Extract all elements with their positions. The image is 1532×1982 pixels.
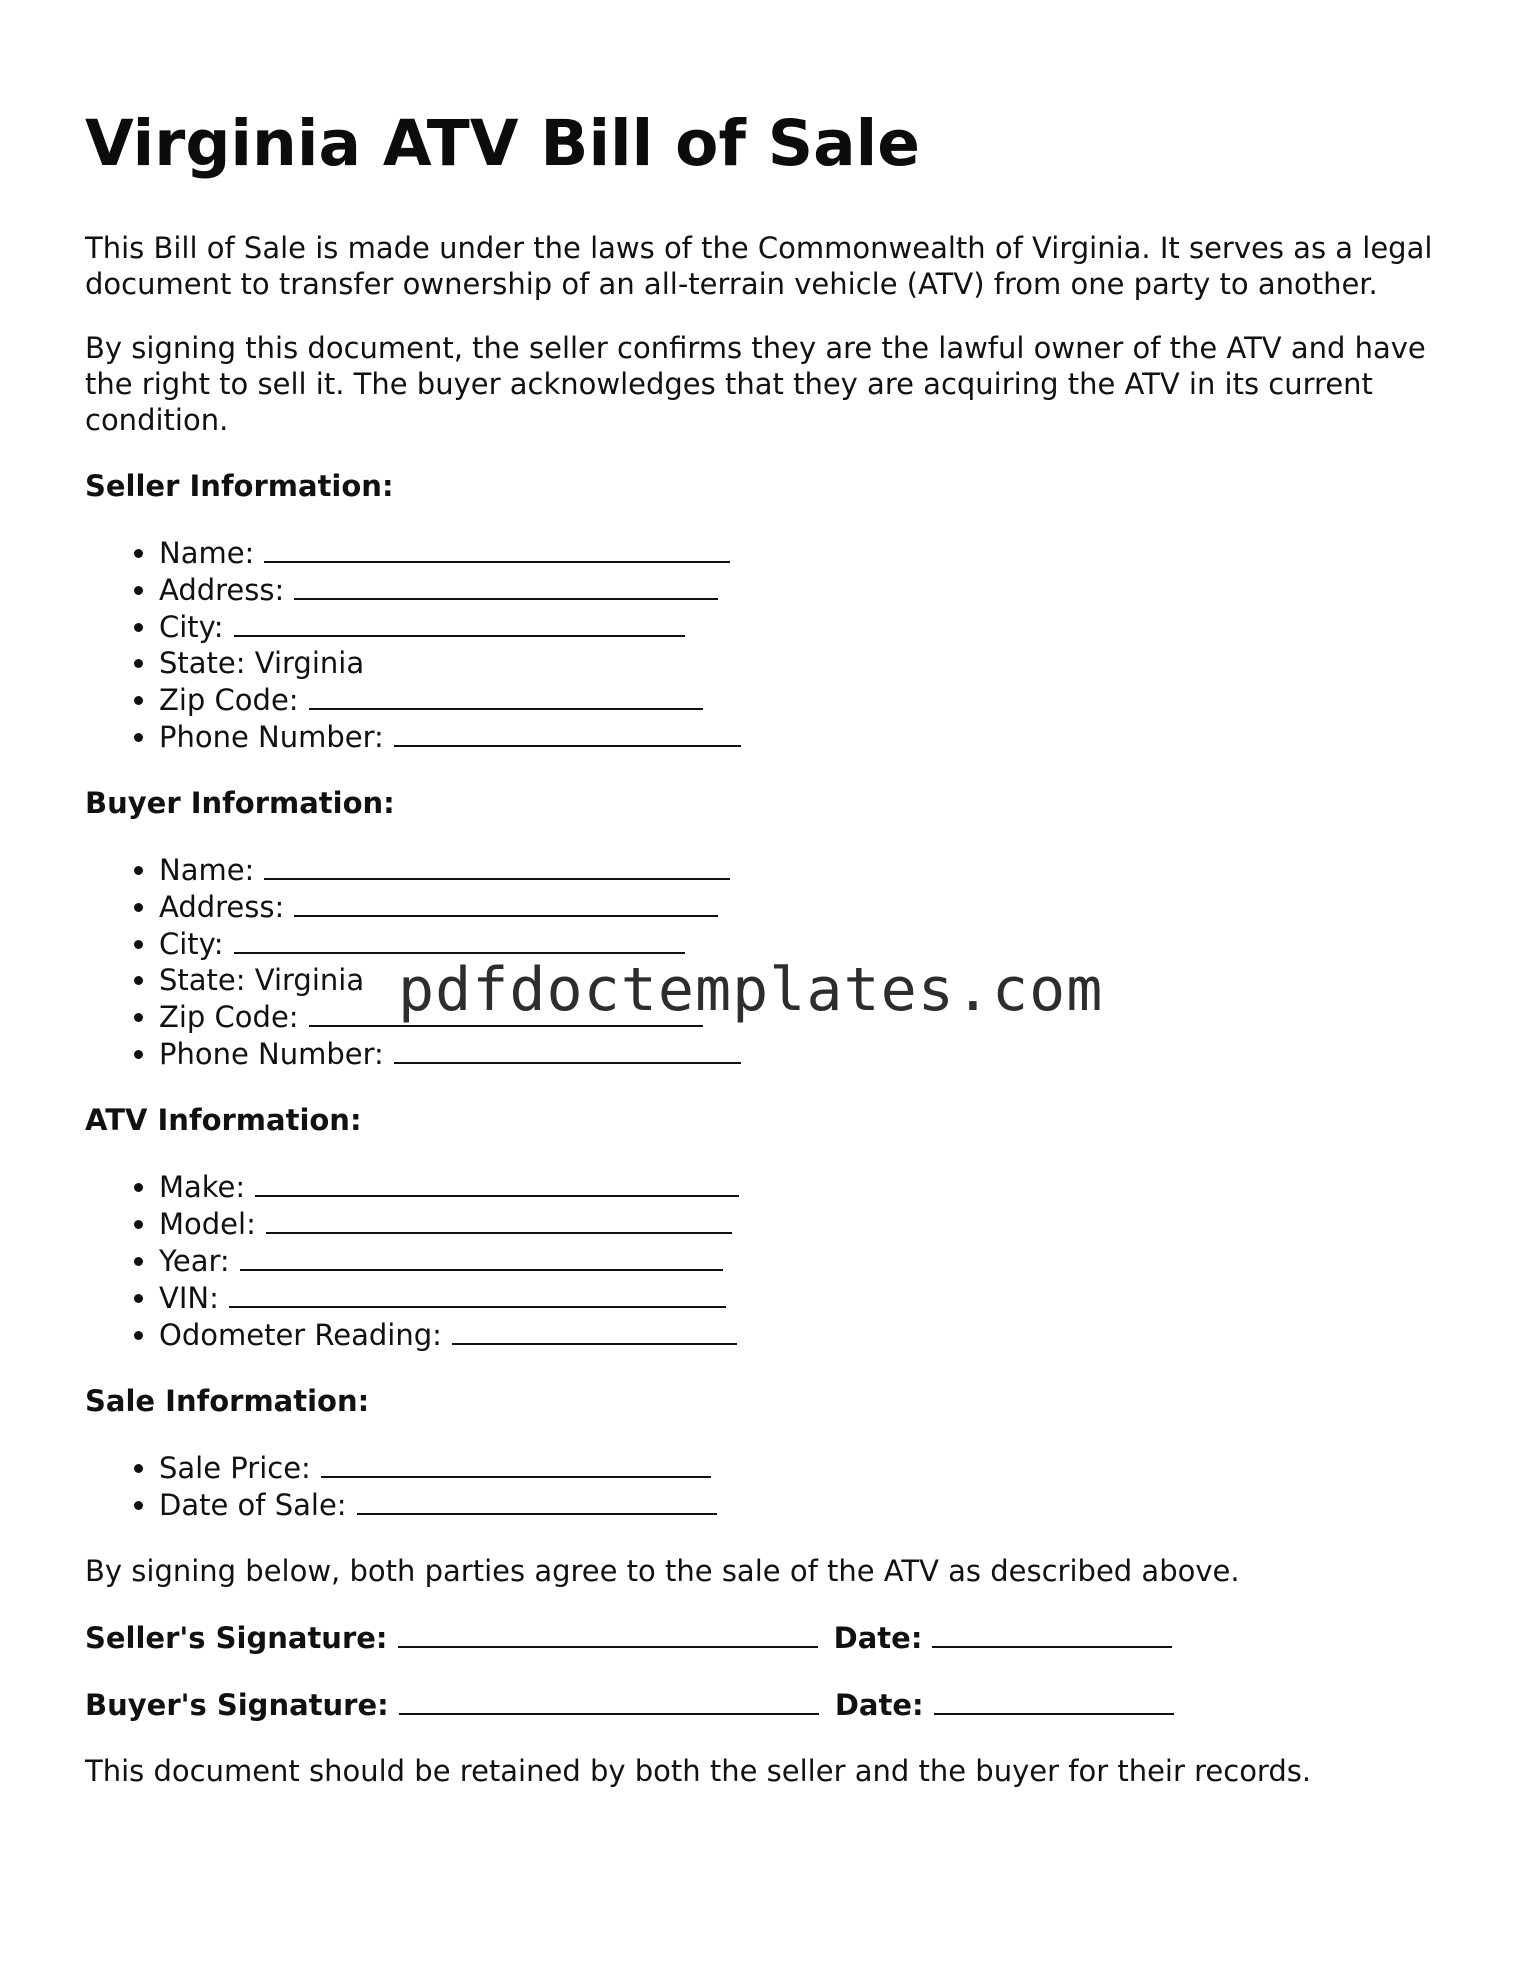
atv-model-field — [159, 1205, 1455, 1242]
atv-make-field — [159, 1168, 1455, 1205]
watermark: pdfdoctemplates.com — [398, 955, 1104, 1025]
buyer-name-label: Name: — [159, 853, 255, 887]
buyer-zip-label: Zip Code: — [159, 1000, 299, 1034]
atv-section — [85, 1102, 1455, 1353]
sale-price-field — [159, 1449, 1455, 1486]
seller-city-line[interactable] — [234, 608, 685, 637]
buyer-phone-label: Phone Number: — [159, 1037, 384, 1071]
sale-price-line[interactable] — [321, 1449, 711, 1478]
atv-make-label: Make: — [159, 1170, 246, 1204]
seller-state-label: State: Virginia — [159, 646, 365, 680]
atv-vin-field — [159, 1279, 1455, 1316]
sale-date-line[interactable] — [357, 1486, 717, 1515]
atv-model-label: Model: — [159, 1207, 256, 1241]
buyer-signature-label: Buyer's Signature: — [85, 1688, 389, 1722]
atv-odometer-line[interactable] — [452, 1316, 737, 1345]
buyer-city-line[interactable] — [234, 925, 685, 954]
buyer-state-label: State: Virginia — [159, 963, 365, 997]
seller-date-line[interactable] — [932, 1619, 1172, 1648]
sale-price-label: Sale Price: — [159, 1451, 311, 1485]
seller-state-field — [159, 645, 1455, 681]
seller-city-label: City: — [159, 610, 224, 644]
document-page — [85, 100, 1455, 1789]
intro-paragraph-1: This Bill of Sale is made under the laws of the Commonwealth of Virginia. It serves as a legal document to transfer ownership of an all-terrain vehicle (ATV) from one party to another. — [85, 231, 1433, 301]
agreement-text: By signing below, both parties agree to the sale of the ATV as described above. — [85, 1554, 1240, 1588]
seller-address-line[interactable] — [294, 571, 718, 600]
atv-odometer-label: Odometer Reading: — [159, 1318, 442, 1352]
buyer-address-label: Address: — [159, 890, 285, 924]
buyer-date-label: Date: — [834, 1688, 924, 1722]
seller-section — [85, 468, 1455, 755]
sale-section — [85, 1383, 1455, 1523]
seller-field-list — [85, 534, 1455, 755]
buyer-date-line[interactable] — [934, 1686, 1174, 1715]
seller-signature-label: Seller's Signature: — [85, 1621, 388, 1655]
atv-vin-label: VIN: — [159, 1281, 219, 1315]
seller-zip-label: Zip Code: — [159, 683, 299, 717]
sale-field-list — [85, 1449, 1455, 1523]
buyer-phone-line[interactable] — [394, 1035, 741, 1064]
buyer-name-field — [159, 851, 1455, 888]
buyer-section — [85, 785, 1455, 1072]
atv-odometer-field — [159, 1316, 1455, 1353]
seller-address-field — [159, 571, 1455, 608]
atv-field-list — [85, 1168, 1455, 1353]
seller-date-label: Date: — [833, 1621, 923, 1655]
sale-date-label: Date of Sale: — [159, 1488, 347, 1522]
atv-make-line[interactable] — [255, 1168, 739, 1197]
seller-zip-line[interactable] — [309, 681, 703, 710]
page-title: Virginia ATV Bill of Sale — [85, 107, 920, 180]
seller-name-field — [159, 534, 1455, 571]
seller-name-label: Name: — [159, 536, 255, 570]
buyer-signature-line[interactable] — [399, 1686, 819, 1715]
buyer-phone-field — [159, 1035, 1455, 1072]
buyer-signature-row — [85, 1686, 1455, 1723]
sale-heading: Sale Information: — [85, 1384, 370, 1418]
intro-paragraph-2: By signing this document, the seller confirms they are the lawful owner of the ATV and have the right to sell it. The buyer acknowledges that they are acquiring the ATV in its current condition. — [85, 331, 1426, 437]
seller-zip-field — [159, 681, 1455, 718]
buyer-address-line[interactable] — [294, 888, 718, 917]
sale-date-field — [159, 1486, 1455, 1523]
atv-model-line[interactable] — [266, 1205, 732, 1234]
seller-phone-field — [159, 718, 1455, 755]
atv-year-line[interactable] — [240, 1242, 723, 1271]
seller-signature-line[interactable] — [398, 1619, 818, 1648]
buyer-heading: Buyer Information: — [85, 786, 395, 820]
atv-year-label: Year: — [159, 1244, 230, 1278]
atv-year-field — [159, 1242, 1455, 1279]
seller-phone-label: Phone Number: — [159, 720, 384, 754]
buyer-address-field — [159, 888, 1455, 925]
seller-phone-line[interactable] — [394, 718, 741, 747]
buyer-city-label: City: — [159, 927, 224, 961]
seller-signature-row — [85, 1619, 1455, 1656]
seller-address-label: Address: — [159, 573, 285, 607]
atv-vin-line[interactable] — [229, 1279, 726, 1308]
atv-heading: ATV Information: — [85, 1103, 362, 1137]
buyer-name-line[interactable] — [264, 851, 730, 880]
seller-name-line[interactable] — [264, 534, 730, 563]
seller-city-field — [159, 608, 1455, 645]
seller-heading: Seller Information: — [85, 469, 394, 503]
closing-text: This document should be retained by both the seller and the buyer for their records. — [85, 1754, 1312, 1788]
